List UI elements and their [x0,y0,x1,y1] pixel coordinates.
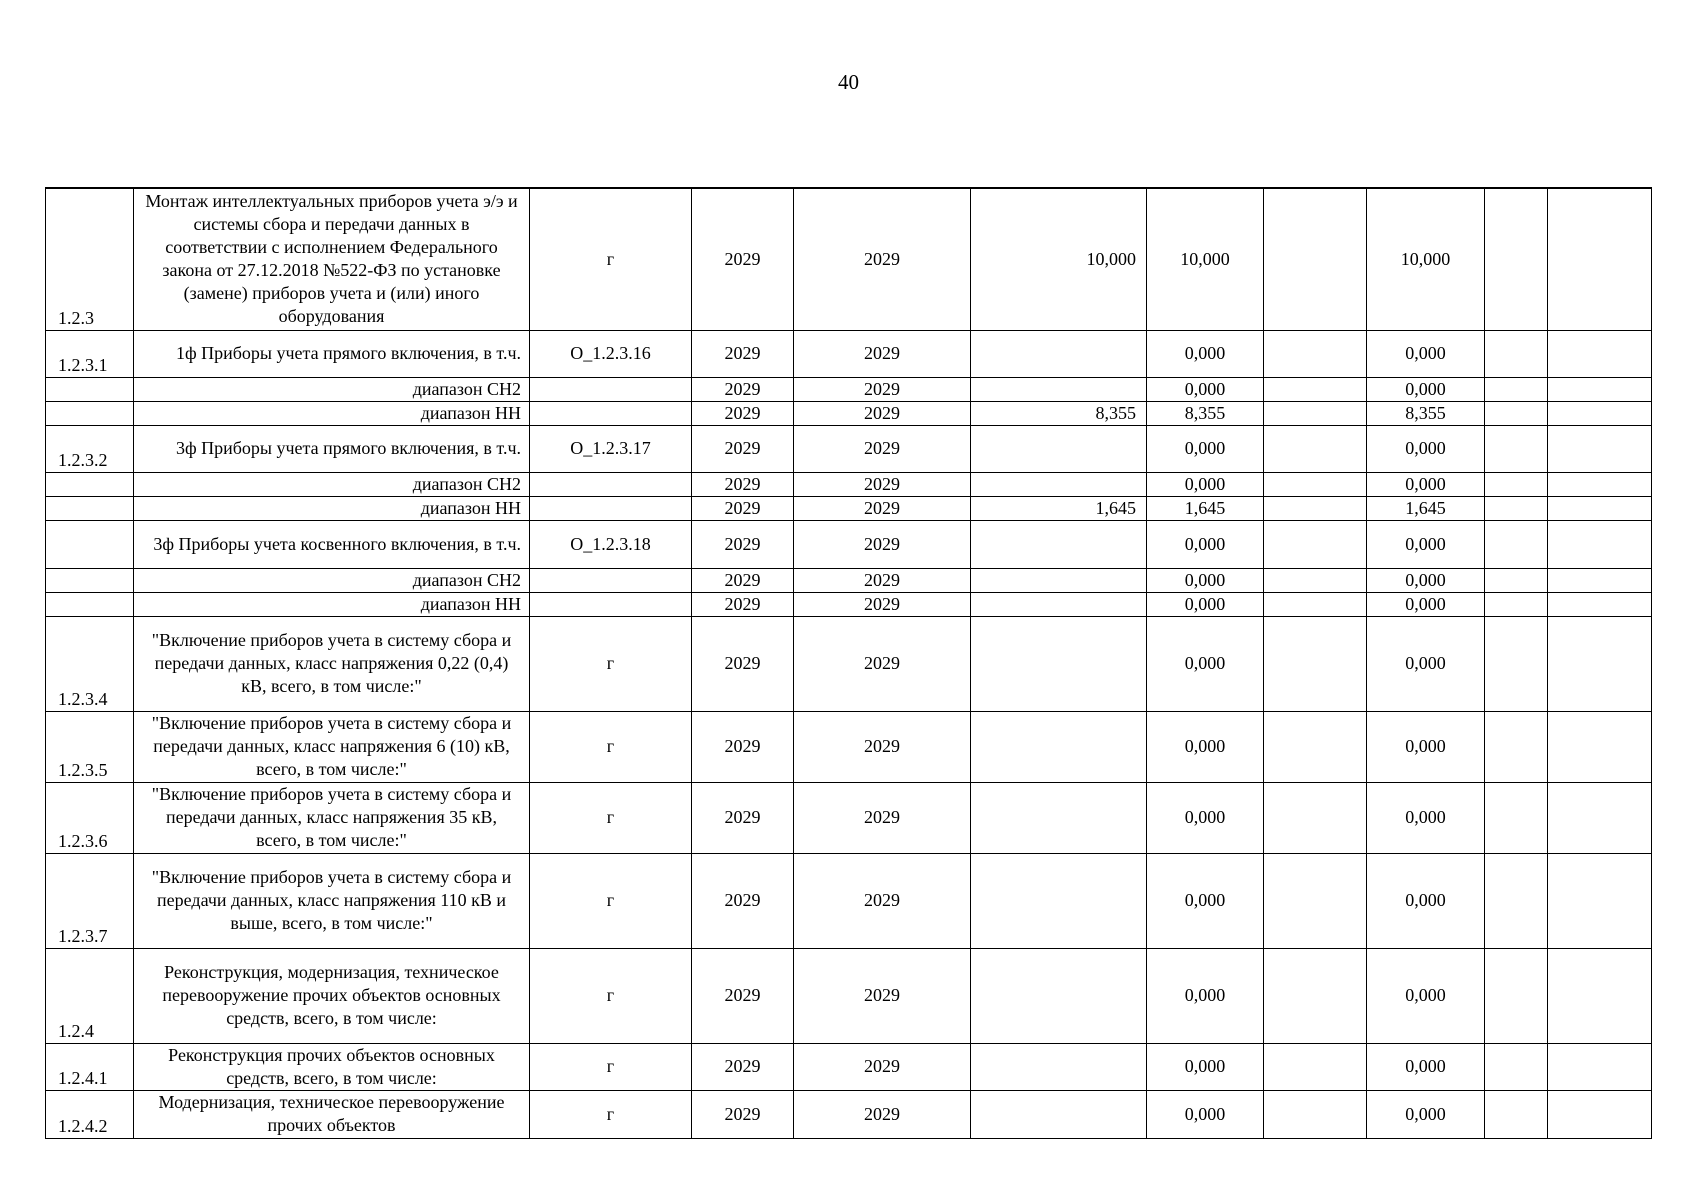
table-row [46,782,1652,853]
row-value-3 [1264,188,1367,330]
row-value-2: 10,000 [1147,188,1264,330]
row-name: диапазон СН2 [134,377,530,401]
row-year-start: 2029 [692,592,794,616]
row-code: 1.2.3.4 [46,616,134,711]
row-value-3 [1264,711,1367,782]
row-value-1 [971,1090,1147,1138]
row-year-end: 2029 [794,1043,971,1090]
row-value-3 [1264,616,1367,711]
row-value-5 [1485,425,1548,472]
row-type: г [530,616,692,711]
row-year-start: 2029 [692,401,794,425]
row-value-2: 0,000 [1147,520,1264,568]
table-row [46,711,1652,782]
row-value-6 [1548,948,1652,1043]
row-code: 1.2.3.5 [46,711,134,782]
row-year-start: 2029 [692,1090,794,1138]
row-value-2: 0,000 [1147,616,1264,711]
row-year-end: 2029 [794,496,971,520]
row-value-5 [1485,377,1548,401]
row-name: диапазон СН2 [134,568,530,592]
row-year-start: 2029 [692,616,794,711]
row-value-1 [971,711,1147,782]
row-value-1 [971,948,1147,1043]
row-year-end: 2029 [794,520,971,568]
row-value-5 [1485,711,1548,782]
row-code: 1.2.3 [46,188,134,330]
row-value-1 [971,330,1147,377]
row-value-3 [1264,948,1367,1043]
row-year-end: 2029 [794,592,971,616]
row-year-end: 2029 [794,1090,971,1138]
row-code [46,472,134,496]
table-row [46,472,1652,496]
table-row [46,496,1652,520]
row-value-5 [1485,853,1548,948]
row-name: "Включение приборов учета в систему сбора и передачи данных, класс напряжения 0,22 (0,4) кВ, всего, в том числе:" [134,616,530,711]
row-value-4: 8,355 [1367,401,1485,425]
row-name: диапазон НН [134,401,530,425]
row-name: 3ф Приборы учета прямого включения, в т.ч. [134,425,530,472]
row-value-3 [1264,592,1367,616]
row-year-start: 2029 [692,472,794,496]
row-value-2: 0,000 [1147,568,1264,592]
row-name: "Включение приборов учета в систему сбора и передачи данных, класс напряжения 35 кВ, всего, в том числе:" [134,782,530,853]
row-value-4: 0,000 [1367,592,1485,616]
row-year-end: 2029 [794,568,971,592]
investment-program-table [45,187,1652,1139]
row-value-2: 0,000 [1147,377,1264,401]
row-code: 1.2.4 [46,948,134,1043]
row-value-1 [971,616,1147,711]
table-body [46,188,1652,1138]
row-value-2: 0,000 [1147,782,1264,853]
table-row [46,616,1652,711]
table-row [46,188,1652,330]
row-value-5 [1485,568,1548,592]
row-value-4: 0,000 [1367,472,1485,496]
table-row [46,520,1652,568]
table-row [46,1090,1652,1138]
row-year-end: 2029 [794,401,971,425]
row-value-4: 0,000 [1367,568,1485,592]
row-value-1: 8,355 [971,401,1147,425]
row-value-1 [971,520,1147,568]
table-row [46,425,1652,472]
row-year-start: 2029 [692,330,794,377]
row-value-2: 1,645 [1147,496,1264,520]
row-value-6 [1548,711,1652,782]
row-year-start: 2029 [692,711,794,782]
table-row [46,1043,1652,1090]
row-value-4: 0,000 [1367,520,1485,568]
row-value-1 [971,853,1147,948]
row-year-end: 2029 [794,425,971,472]
row-value-6 [1548,401,1652,425]
row-value-3 [1264,472,1367,496]
row-name: Реконструкция, модернизация, техническое перевооружение прочих объектов основных средств, всего, в том числе: [134,948,530,1043]
row-value-2: 0,000 [1147,948,1264,1043]
row-code [46,496,134,520]
row-type: г [530,948,692,1043]
row-type: г [530,782,692,853]
row-value-4: 0,000 [1367,782,1485,853]
row-code: 1.2.3.6 [46,782,134,853]
row-value-4: 0,000 [1367,377,1485,401]
row-year-start: 2029 [692,496,794,520]
row-code [46,592,134,616]
row-type: O_1.2.3.16 [530,330,692,377]
row-year-start: 2029 [692,568,794,592]
row-type: O_1.2.3.18 [530,520,692,568]
row-name: 1ф Приборы учета прямого включения, в т.ч. [134,330,530,377]
row-value-4: 0,000 [1367,1090,1485,1138]
table-row [46,948,1652,1043]
row-name: 3ф Приборы учета косвенного включения, в т.ч. [134,520,530,568]
row-value-6 [1548,330,1652,377]
row-type: O_1.2.3.17 [530,425,692,472]
row-value-4: 0,000 [1367,948,1485,1043]
row-value-3 [1264,1043,1367,1090]
row-value-5 [1485,1090,1548,1138]
row-value-5 [1485,782,1548,853]
row-value-3 [1264,330,1367,377]
row-code: 1.2.4.2 [46,1090,134,1138]
row-value-6 [1548,496,1652,520]
row-value-1 [971,568,1147,592]
row-value-6 [1548,188,1652,330]
row-value-1: 1,645 [971,496,1147,520]
row-year-start: 2029 [692,425,794,472]
row-year-start: 2029 [692,188,794,330]
row-type: г [530,711,692,782]
row-year-start: 2029 [692,1043,794,1090]
row-value-5 [1485,520,1548,568]
row-type: г [530,188,692,330]
row-year-end: 2029 [794,948,971,1043]
row-year-end: 2029 [794,853,971,948]
row-value-3 [1264,782,1367,853]
row-type [530,401,692,425]
row-value-2: 8,355 [1147,401,1264,425]
row-code: 1.2.3.2 [46,425,134,472]
row-name: "Включение приборов учета в систему сбора и передачи данных, класс напряжения 6 (10) кВ, всего, в том числе:" [134,711,530,782]
row-value-4: 0,000 [1367,1043,1485,1090]
row-name: диапазон СН2 [134,472,530,496]
row-name: диапазон НН [134,496,530,520]
row-value-3 [1264,425,1367,472]
row-value-3 [1264,401,1367,425]
row-value-4: 0,000 [1367,711,1485,782]
row-year-start: 2029 [692,520,794,568]
row-value-2: 0,000 [1147,592,1264,616]
row-code: 1.2.3.7 [46,853,134,948]
row-value-1 [971,592,1147,616]
row-year-end: 2029 [794,711,971,782]
row-value-3 [1264,496,1367,520]
table-row [46,330,1652,377]
table-row [46,853,1652,948]
row-type [530,568,692,592]
row-value-6 [1548,377,1652,401]
row-value-6 [1548,1043,1652,1090]
row-type [530,472,692,496]
row-year-start: 2029 [692,782,794,853]
row-value-5 [1485,592,1548,616]
row-value-2: 0,000 [1147,1043,1264,1090]
row-value-1 [971,472,1147,496]
row-type: г [530,1090,692,1138]
row-name: Монтаж интеллектуальных приборов учета э/э и системы сбора и передачи данных в соответствии с исполнением Федерального закона от 27.12.2018 №522-ФЗ по установке (замене) приборов учета и (или) иного оборудования [134,188,530,330]
row-name: Модернизация, техническое перевооружение прочих объектов [134,1090,530,1138]
row-value-1 [971,782,1147,853]
row-value-6 [1548,616,1652,711]
row-value-4: 10,000 [1367,188,1485,330]
row-value-2: 0,000 [1147,853,1264,948]
row-year-end: 2029 [794,188,971,330]
row-value-1: 10,000 [971,188,1147,330]
row-value-6 [1548,592,1652,616]
row-value-5 [1485,472,1548,496]
row-value-3 [1264,568,1367,592]
row-year-start: 2029 [692,853,794,948]
row-value-3 [1264,1090,1367,1138]
row-value-1 [971,1043,1147,1090]
row-code [46,401,134,425]
row-value-3 [1264,853,1367,948]
row-code: 1.2.4.1 [46,1043,134,1090]
row-value-5 [1485,496,1548,520]
row-value-6 [1548,425,1652,472]
row-value-2: 0,000 [1147,1090,1264,1138]
row-value-5 [1485,330,1548,377]
row-value-5 [1485,401,1548,425]
row-value-4: 0,000 [1367,853,1485,948]
row-value-2: 0,000 [1147,711,1264,782]
row-value-5 [1485,948,1548,1043]
row-type: г [530,853,692,948]
row-value-4: 0,000 [1367,330,1485,377]
row-value-3 [1264,520,1367,568]
row-code [46,520,134,568]
row-year-end: 2029 [794,616,971,711]
row-value-5 [1485,616,1548,711]
row-type [530,496,692,520]
row-year-start: 2029 [692,948,794,1043]
table-row [46,568,1652,592]
row-type [530,377,692,401]
row-code: 1.2.3.1 [46,330,134,377]
row-value-6 [1548,520,1652,568]
row-year-end: 2029 [794,472,971,496]
row-value-4: 0,000 [1367,425,1485,472]
row-value-6 [1548,472,1652,496]
row-name: "Включение приборов учета в систему сбора и передачи данных, класс напряжения 110 кВ и выше, всего, в том числе:" [134,853,530,948]
row-type [530,592,692,616]
row-year-end: 2029 [794,377,971,401]
row-year-end: 2029 [794,330,971,377]
row-value-2: 0,000 [1147,330,1264,377]
row-name: Реконструкция прочих объектов основных средств, всего, в том числе: [134,1043,530,1090]
row-value-6 [1548,1090,1652,1138]
row-value-1 [971,425,1147,472]
row-value-6 [1548,782,1652,853]
row-value-4: 1,645 [1367,496,1485,520]
page-number: 40 [838,70,859,94]
row-year-start: 2029 [692,377,794,401]
table-row [46,592,1652,616]
table-row [46,401,1652,425]
row-value-6 [1548,853,1652,948]
row-value-1 [971,377,1147,401]
row-value-5 [1485,1043,1548,1090]
row-code [46,568,134,592]
row-value-5 [1485,188,1548,330]
row-value-2: 0,000 [1147,425,1264,472]
row-value-4: 0,000 [1367,616,1485,711]
row-year-end: 2029 [794,782,971,853]
row-value-2: 0,000 [1147,472,1264,496]
row-value-3 [1264,377,1367,401]
table-row [46,377,1652,401]
row-code [46,377,134,401]
row-value-6 [1548,568,1652,592]
row-type: г [530,1043,692,1090]
row-name: диапазон НН [134,592,530,616]
